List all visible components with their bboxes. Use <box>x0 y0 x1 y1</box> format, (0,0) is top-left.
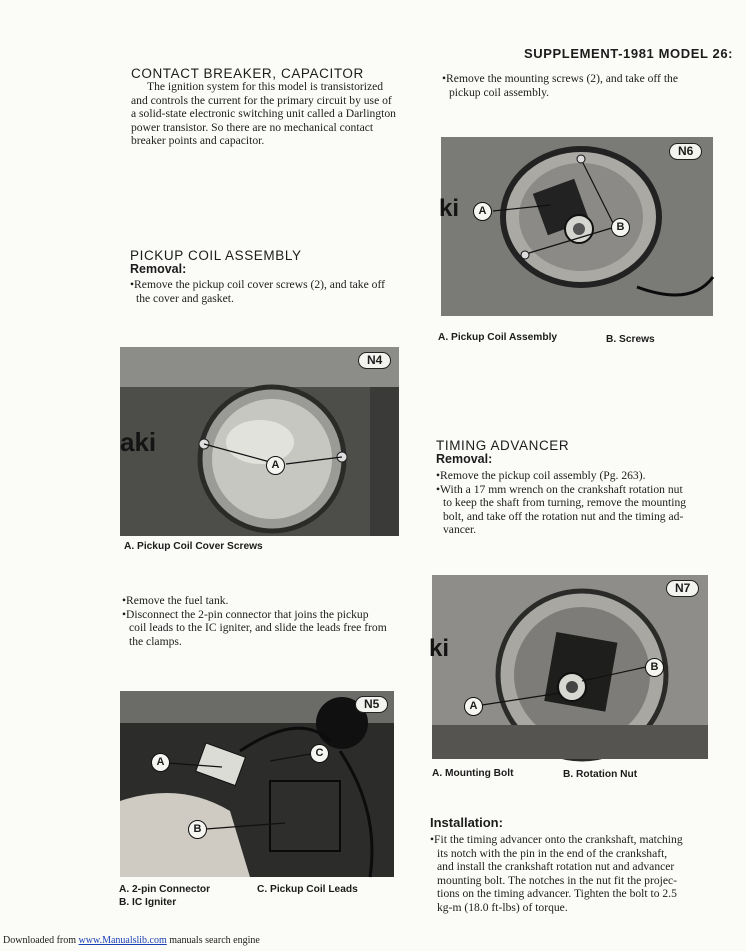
brand-lettering: ki <box>439 195 460 222</box>
figure-tag-n5: N5 <box>355 696 388 713</box>
caption-n7-b: B. Rotation Nut <box>563 769 638 780</box>
photo-drawing <box>120 347 399 536</box>
text-line: pickup coil assembly. <box>449 85 550 99</box>
photo-timing-advancer <box>429 575 708 759</box>
footer-prefix: Downloaded from <box>3 935 79 946</box>
caption-n7-a: A. Mounting Bolt <box>432 768 514 779</box>
photo-pickup-coil-cover <box>120 347 399 536</box>
text-line: •Fit the timing advancer onto the crankshaft, matching <box>430 833 683 846</box>
photo-drawing <box>120 691 394 877</box>
pickup-coil-heading: PICKUP COIL ASSEMBLY <box>130 248 302 263</box>
text-line: •Remove the mounting screws (2), and take off the <box>442 72 678 85</box>
text-line: •Disconnect the 2-pin connector that joins the pickup <box>122 607 369 621</box>
photo-drawing <box>441 137 713 316</box>
text-line: the clamps. <box>129 634 182 648</box>
timing-advancer-subheading: Removal: <box>436 452 493 466</box>
photo-connector-igniter <box>120 691 394 877</box>
text-line: vancer. <box>443 523 477 537</box>
text-line: to keep the shaft from turning, remove the mounting <box>443 496 687 510</box>
text-line: •Remove the pickup coil assembly (Pg. 263). <box>436 469 646 482</box>
text-line: mounting bolt. The notches in the nut fit the projec- <box>437 873 677 887</box>
text-line: tions on the timing advancer. Tighten the bolt to 2.5 <box>437 887 677 901</box>
installation-heading: Installation: <box>430 815 503 830</box>
text-line: The ignition system for this model is transistorized <box>147 80 384 93</box>
text-line: and install the crankshaft rotation nut and advancer <box>437 860 675 874</box>
text-line: breaker points and capacitor. <box>131 134 265 148</box>
figure-tag-n4: N4 <box>358 352 391 369</box>
contact-breaker-text <box>131 80 411 148</box>
text-line: •Remove the pickup coil cover screws (2), and take off <box>130 278 385 291</box>
timing-advancer-heading: TIMING ADVANCER <box>436 438 570 453</box>
callout-a: A <box>266 456 285 475</box>
manualslib-link[interactable]: www.Manualslib.com <box>78 935 167 946</box>
photo-pickup-coil-assembly <box>441 137 713 316</box>
brand-lettering: aki <box>120 427 157 457</box>
callout-a: A <box>473 202 492 221</box>
download-footer <box>3 935 260 946</box>
caption-n6-a: A. Pickup Coil Assembly <box>438 332 558 343</box>
callout-b: B <box>645 658 664 677</box>
text-line: bolt, and take off the rotation nut and the timing ad- <box>443 509 684 523</box>
caption-n5-a: A. 2-pin Connector <box>119 884 211 895</box>
text-line: its notch with the pin in the end of the crankshaft, <box>437 846 668 860</box>
pickup-coil-step2 <box>122 594 407 648</box>
text-line: and controls the current for the primary circuit by use of <box>131 93 392 107</box>
pickup-coil-subheading: Removal: <box>130 262 187 276</box>
photo-drawing <box>432 575 708 759</box>
text-line: power transistor. So there are no mechanical contact <box>131 120 374 134</box>
callout-a: A <box>464 697 483 716</box>
text-line: the cover and gasket. <box>136 291 234 305</box>
pickup-coil-step1 <box>130 278 415 305</box>
callout-b: B <box>611 218 630 237</box>
caption-n5-c: C. Pickup Coil Leads <box>257 884 358 895</box>
text-line: kg-m (18.0 ft-lbs) of torque. <box>437 900 568 914</box>
text-line: •With a 17 mm wrench on the crankshaft rotation nut <box>436 482 683 496</box>
callout-c: C <box>310 744 329 763</box>
callout-a: A <box>151 753 170 772</box>
timing-advancer-text <box>436 469 721 537</box>
text-line: coil leads to the IC igniter, and slide the leads free from <box>129 621 387 635</box>
text-line: a solid-state electronic switching unit called a Darlington <box>131 107 396 121</box>
figure-tag-n7: N7 <box>666 580 699 597</box>
callout-b: B <box>188 820 207 839</box>
mounting-screws-text <box>442 72 727 99</box>
contact-breaker-heading: CONTACT BREAKER, CAPACITOR <box>131 66 364 81</box>
brand-lettering: ki <box>429 635 450 662</box>
caption-n4: A. Pickup Coil Cover Screws <box>124 541 263 552</box>
text-line: •Remove the fuel tank. <box>122 594 229 607</box>
caption-n5-b: B. IC Igniter <box>119 897 177 908</box>
installation-text <box>430 833 720 915</box>
figure-tag-n6: N6 <box>669 143 702 160</box>
caption-n6-b: B. Screws <box>606 334 655 345</box>
footer-suffix: manuals search engine <box>166 935 260 946</box>
page-header: SUPPLEMENT-1981 MODEL 26: <box>524 46 734 61</box>
